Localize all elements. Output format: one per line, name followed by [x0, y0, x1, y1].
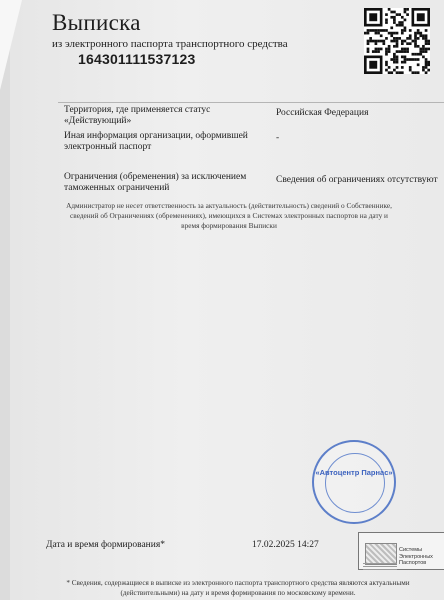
document-subtitle: из электронного паспорта транспортного средства [52, 38, 288, 50]
seal-text: «Автоцентр Парнас» [315, 468, 393, 477]
page-fold [0, 0, 22, 90]
row-value-other-info: - [276, 133, 280, 143]
signature-mark-icon [365, 543, 397, 565]
seal-inner-ring [325, 453, 385, 513]
row-label-territory: Территория, где применяется статус «Действующий» [64, 105, 211, 126]
footnote-text: * Сведения, содержащиеся в выписке из электронного паспорта транспортного средства являются актуальными (действительными) на дату и время формирования по московскому времени. [66, 579, 410, 597]
row-value-territory: Российская Федерация [276, 108, 369, 118]
electronic-signature-box [358, 532, 444, 570]
row-label-other-info: Иная информация организации, оформившей электронный паспорт [64, 131, 248, 152]
row-label-restrictions: Ограничения (обременения) за исключением таможенных ограничений [64, 172, 247, 193]
signature-details-lines [363, 563, 397, 572]
passport-number: 164301111537123 [78, 51, 196, 67]
row-value-restrictions: Сведения об ограничениях отсутствуют [276, 175, 438, 185]
qr-code-icon [364, 8, 430, 74]
divider [58, 102, 444, 103]
document-title: Выписка [52, 10, 141, 35]
signature-caption: Системы Электронных Паспортов [399, 547, 433, 566]
disclaimer-text: Администратор не несет ответственность за актуальность (действительность) сведений о Собственнике, сведений об Ограничениях (обременениях), имеющихся в Системах электронных паспортов на дату и время формирования Выписки [66, 201, 392, 230]
formation-date-value: 17.02.2025 14:27 [252, 540, 319, 550]
formation-date-label: Дата и время формирования* [46, 540, 165, 550]
seal-stamp-icon [312, 440, 396, 524]
